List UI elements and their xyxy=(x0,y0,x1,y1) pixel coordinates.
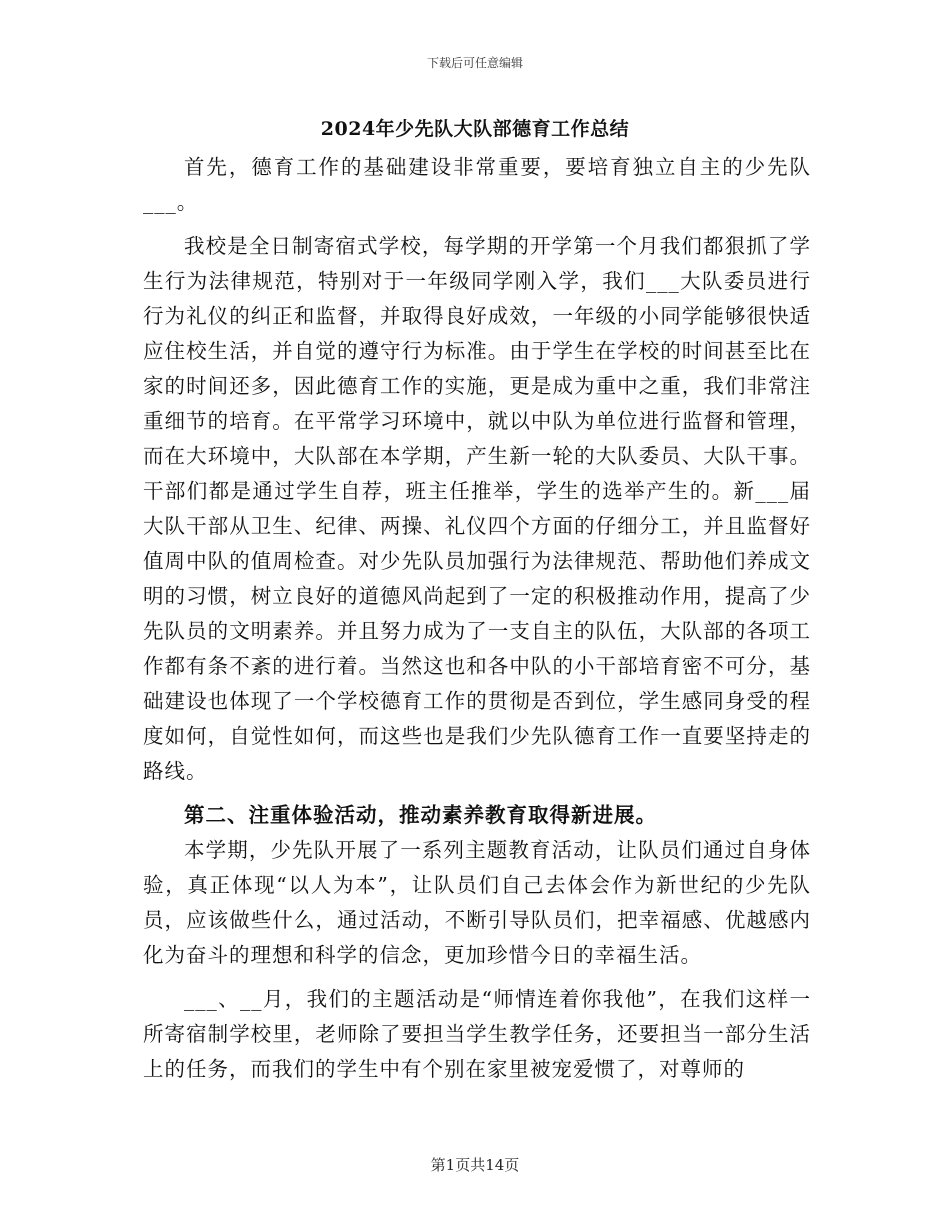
paragraph-school: 我校是全日制寄宿式学校，每学期的开学第一个月我们都狠抓了学生行为法律规范，特别对于一年级同学刚入学，我们___大队委员进行行为礼仪的纠正和监督，并取得良好成效，一年级的小同学能够很快适应住校生活，并自觉的遵守行为标准。由于学生在学校的时间甚至比在家的时间还多，因此德育工作的实施，更是成为重中之重，我们非常注重细节的培育。在平常学习环境中，就以中队为单位进行监督和管理，而在大环境中，大队部在本学期，产生新一轮的大队委员、大队干事。干部们都是通过学生自荐，班主任推举，学生的选举产生的。新___届大队干部从卫生、纪律、两操、礼仪四个方面的仔细分工，并且监督好值周中队的值周检查。对少先队员加强行为法律规范、帮助他们养成文明的习惯，树立良好的道德风尚起到了一定的积极推动作用，提高了少先队员的文明素养。并且努力成为了一支自主的队伍，大队部的各项工作都有条不紊的进行着。当然这也和各中队的小干部培育密不可分，基础建设也体现了一个学校德育工作的贯彻是否到位，学生感同身受的程度如何，自觉性如何，而这些也是我们少先队德育工作一直要坚持走的路线。 xyxy=(143,234,811,783)
document-title: 2024年少先队大队部德育工作总结 xyxy=(320,118,630,140)
paragraph-activities: 本学期，少先队开展了一系列主题教育活动，让队员们通过自身体验，真正体现“以人为本”，让队员们自己去体会作为新世纪的少先队员，应该做些什么，通过活动，不断引导队员们，把幸福感、优越感内化为奋斗的理想和科学的信念，更加珍惜今日的幸福生活。 xyxy=(143,838,811,967)
header-note: 下载后可任意编辑 xyxy=(426,56,523,70)
paragraph-theme-activity: ___、__月，我们的主题活动是“师情连着你我他”，在我们这样一所寄宿制学校里，老师除了要担当学生教学任务，还要担当一部分生活上的任务，而我们的学生中有个别在家里被宠爱惯了，对尊师的 xyxy=(143,987,811,1081)
paragraph-intro: 首先，德育工作的基础建设非常重要，要培育独立自主的少先队___。 xyxy=(143,155,811,214)
section-heading-second: 第二、注重体验活动，推动素养教育取得新进展。 xyxy=(184,803,657,827)
page-number: 第1页共14页 xyxy=(430,1156,520,1174)
document-body xyxy=(143,150,811,1087)
